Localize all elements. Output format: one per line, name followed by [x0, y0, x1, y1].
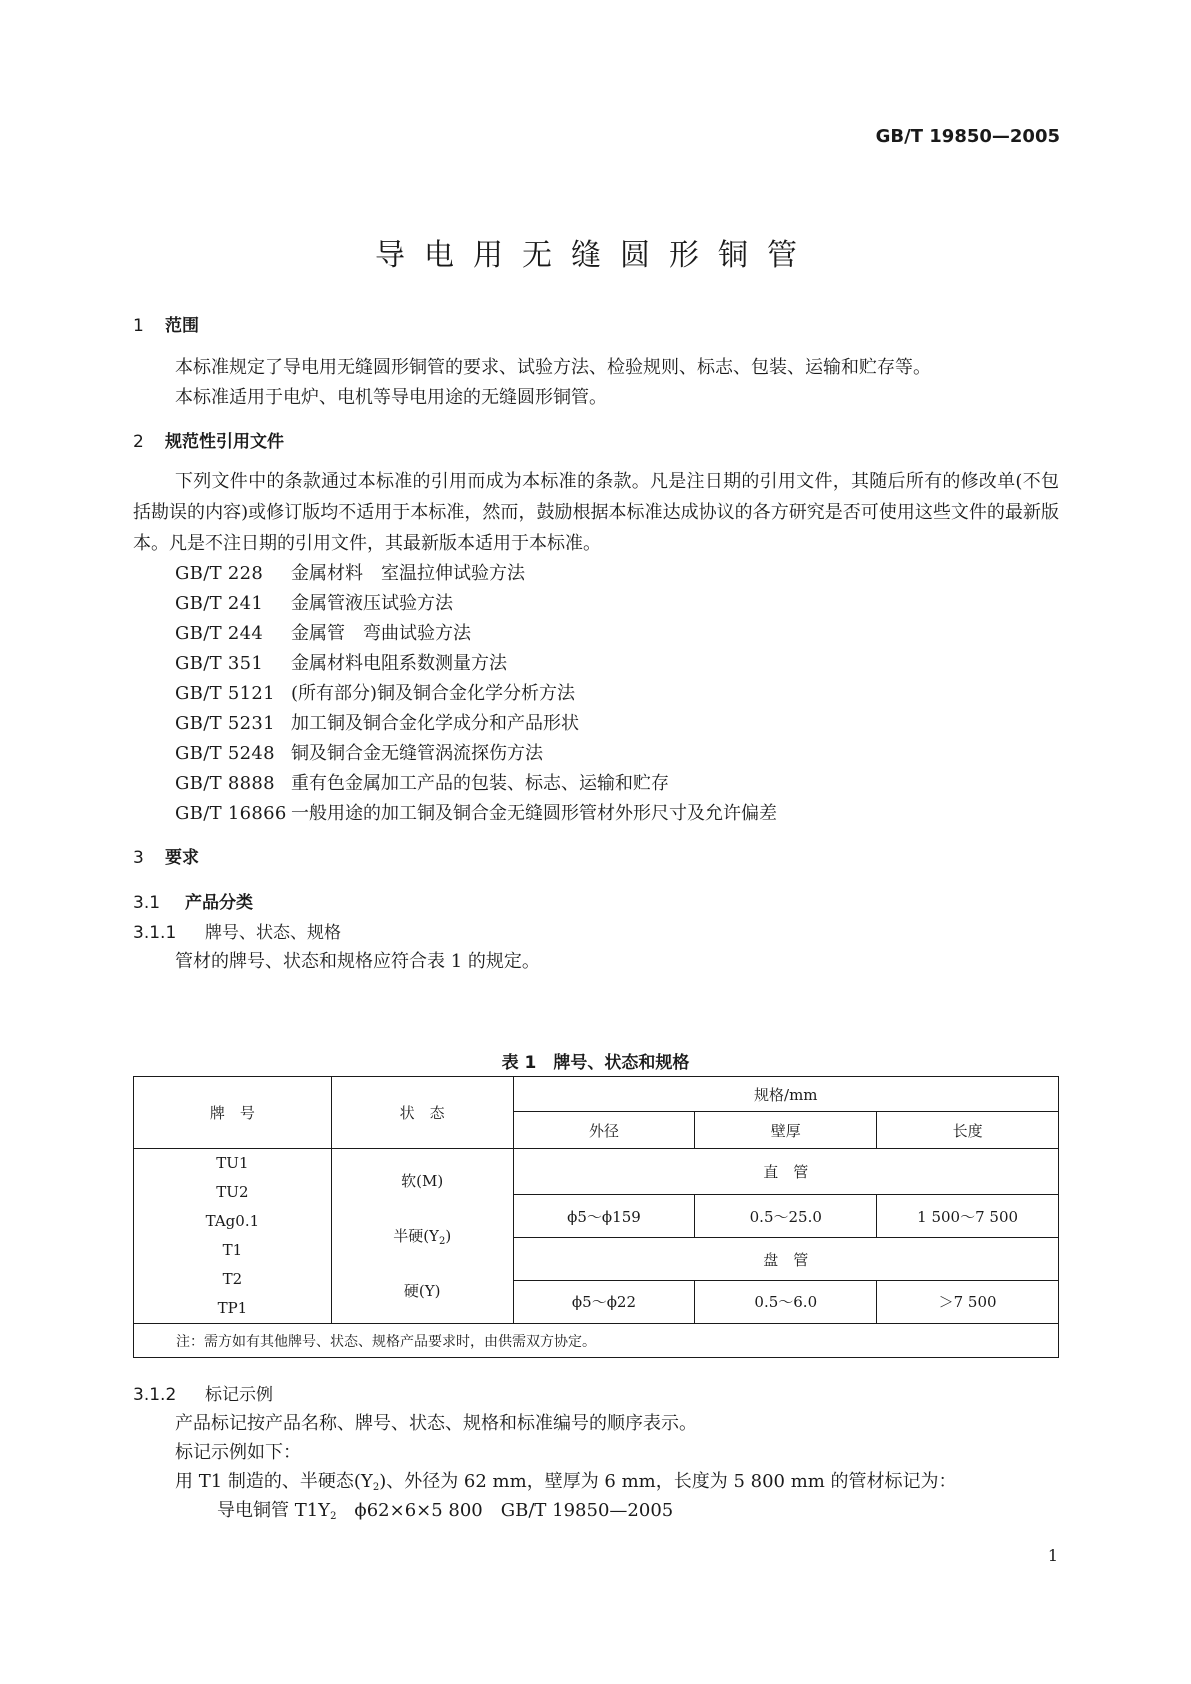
- temper-half-hard: [332, 1212, 513, 1260]
- header-grade: 牌 号: [134, 1077, 332, 1149]
- header-temper: 状 态: [331, 1077, 513, 1149]
- grade-item: TAg0.1: [205, 1212, 260, 1230]
- table-note: 注：需方如有其他牌号、状态、规格产品要求时，由供需双方协定。: [134, 1324, 1059, 1358]
- section-2-heading: [133, 427, 284, 452]
- reference-title: 重有色金属加工产品的包装、标志、运输和贮存: [291, 773, 669, 794]
- temper-half-hard-a: 半硬(Y: [393, 1227, 439, 1245]
- section-number: 3.1.2: [133, 1385, 177, 1405]
- section-3-1-2-heading: [133, 1380, 273, 1405]
- reference-title: 一般用途的加工铜及铜合金无缝圆形管材外形尺寸及允许偏差: [291, 803, 777, 824]
- reference-item: [175, 739, 543, 765]
- section-3-1-heading: [133, 888, 253, 913]
- reference-code: GB/T 241: [175, 593, 264, 614]
- reference-item: [175, 799, 777, 825]
- temper-soft: 软(M): [401, 1172, 444, 1190]
- grade-item: T1: [222, 1241, 243, 1259]
- reference-title: 金属材料 室温拉伸试验方法: [291, 563, 525, 584]
- grade-item: TU1: [216, 1154, 249, 1172]
- header-spec: 规格/mm: [513, 1077, 1058, 1112]
- section-title: 牌号、状态、规格: [205, 923, 341, 943]
- section-1-heading: [133, 311, 199, 336]
- section-3-1-2-text-1: 产品标记按产品名称、牌号、状态、规格和标准编号的顺序表示。: [175, 1413, 697, 1434]
- section-number: 1: [133, 316, 144, 336]
- header-wall-thickness: 壁厚: [695, 1112, 877, 1149]
- spec-table: [133, 1076, 1059, 1358]
- temper-list: [331, 1149, 513, 1324]
- reference-title: 铜及铜合金无缝管涡流探伤方法: [291, 743, 543, 764]
- section-1-para-1: 本标准规定了导电用无缝圆形铜管的要求、试验方法、检验规则、标志、包装、运输和贮存等。: [175, 357, 931, 378]
- marking-example: [217, 1496, 673, 1522]
- reference-item: [175, 619, 471, 645]
- coil-tube-label: 盘 管: [513, 1238, 1058, 1281]
- grade-item: T2: [222, 1270, 243, 1288]
- reference-code: GB/T 5121: [175, 683, 275, 704]
- reference-code: GB/T 5248: [175, 743, 275, 764]
- reference-title: 金属管 弯曲试验方法: [291, 623, 471, 644]
- grade-item: TU2: [216, 1183, 249, 1201]
- grade-item: TP1: [217, 1299, 248, 1317]
- reference-item: [175, 679, 575, 705]
- reference-code: GB/T 8888: [175, 773, 275, 794]
- section-title: 范围: [165, 316, 199, 336]
- document-title: 导电用无缝圆形铜管: [375, 238, 816, 273]
- reference-code: GB/T 5231: [175, 713, 275, 734]
- text-3-part-a: 用 T1 制造的、半硬态(Y: [175, 1471, 373, 1492]
- section-3-1-2-text-2: 标记示例如下：: [175, 1442, 301, 1463]
- section-3-1-1-text: 管材的牌号、状态和规格应符合表 1 的规定。: [175, 951, 540, 972]
- reference-item: [175, 769, 669, 795]
- reference-code: GB/T 228: [175, 563, 264, 584]
- reference-item: [175, 709, 579, 735]
- section-title: 规范性引用文件: [165, 432, 284, 452]
- section-number: 3.1: [133, 893, 161, 913]
- section-3-1-2-text-3: [175, 1467, 957, 1493]
- reference-code: GB/T 16866: [175, 803, 287, 824]
- text-3-sub: 2: [372, 1482, 380, 1493]
- section-title: 产品分类: [185, 893, 253, 913]
- section-3-heading: [133, 843, 199, 868]
- table-1-title: 表 1 牌号、状态和规格: [501, 1053, 690, 1073]
- straight-tube-label: 直 管: [513, 1149, 1058, 1195]
- section-2-intro: 下列文件中的条款通过本标准的引用而成为本标准的条款。凡是注日期的引用文件，其随后所有的修改单(不包括勘误的内容)或修订版均不适用于本标准，然而，鼓励根据本标准达成协议的各方研究是否可使用这些文件的最新版本。凡是不注日期的引用文件，其最新版本适用于本标准。: [133, 471, 1059, 554]
- header-length: 长度: [877, 1112, 1059, 1149]
- example-part-a: 导电铜管 T1Y: [217, 1500, 331, 1521]
- reference-title: 金属材料电阻系数测量方法: [291, 653, 507, 674]
- reference-title: (所有部分)铜及铜合金化学分析方法: [291, 683, 576, 704]
- reference-item: [175, 649, 507, 675]
- grade-list: [134, 1149, 332, 1324]
- example-part-b: ϕ62×6×5 800 GB/T 19850—2005: [336, 1500, 674, 1521]
- temper-half-hard-sub: 2: [438, 1236, 446, 1247]
- header-outer-diameter: 外径: [513, 1112, 695, 1149]
- section-number: 3: [133, 848, 144, 868]
- reference-code: GB/T 244: [175, 623, 264, 644]
- coil-length: ＞7 500: [877, 1280, 1059, 1323]
- reference-title: 金属管液压试验方法: [291, 593, 453, 614]
- temper-half-hard-b: ): [445, 1227, 452, 1245]
- section-title: 要求: [165, 848, 199, 868]
- straight-wall-thickness: 0.5～25.0: [695, 1195, 877, 1238]
- reference-title: 加工铜及铜合金化学成分和产品形状: [291, 713, 579, 734]
- section-number: 3.1.1: [133, 923, 177, 943]
- page-number: 1: [1047, 1546, 1058, 1565]
- text-3-part-b: )、外径为 62 mm，壁厚为 6 mm，长度为 5 800 mm 的管材标记为：: [379, 1471, 957, 1492]
- coil-outer-diameter: ϕ5～ϕ22: [513, 1280, 695, 1323]
- straight-length: 1 500～7 500: [877, 1195, 1059, 1238]
- reference-item: [175, 559, 525, 585]
- section-title: 标记示例: [205, 1385, 273, 1405]
- reference-code: GB/T 351: [175, 653, 264, 674]
- example-sub: 2: [330, 1511, 337, 1522]
- section-number: 2: [133, 432, 144, 452]
- reference-item: [175, 589, 453, 615]
- coil-wall-thickness: 0.5～6.0: [695, 1280, 877, 1323]
- section-3-1-1-heading: [133, 918, 341, 943]
- standard-code: GB/T 19850—2005: [875, 126, 1060, 147]
- temper-hard: 硬(Y): [403, 1282, 441, 1300]
- section-1-para-2: 本标准适用于电炉、电机等导电用途的无缝圆形铜管。: [175, 387, 607, 408]
- straight-outer-diameter: ϕ5～ϕ159: [513, 1195, 695, 1238]
